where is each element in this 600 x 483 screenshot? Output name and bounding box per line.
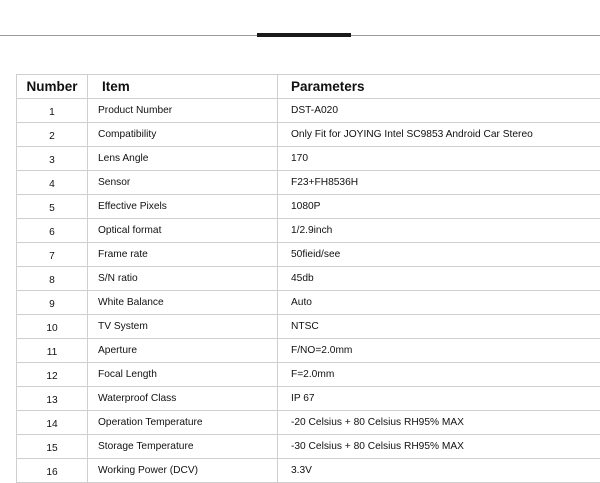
header-parameters: Parameters <box>278 75 600 99</box>
table-row <box>17 363 600 387</box>
header-item: Item <box>88 75 278 99</box>
row-parameters: 1/2.9inch <box>278 219 600 243</box>
row-item: Effective Pixels <box>88 195 278 219</box>
table-row <box>17 459 600 483</box>
row-parameters: 3.3V <box>278 459 600 483</box>
row-item: Sensor <box>88 171 278 195</box>
row-item: Product Number <box>88 99 278 123</box>
row-item: Frame rate <box>88 243 278 267</box>
top-divider-accent <box>257 33 351 37</box>
row-number: 8 <box>17 267 88 291</box>
row-item: S/N ratio <box>88 267 278 291</box>
row-number: 12 <box>17 363 88 387</box>
row-number: 11 <box>17 339 88 363</box>
row-parameters: Auto <box>278 291 600 315</box>
row-number: 4 <box>17 171 88 195</box>
table-row <box>17 147 600 171</box>
table-row <box>17 387 600 411</box>
row-item: Optical format <box>88 219 278 243</box>
row-item: Operation Temperature <box>88 411 278 435</box>
row-item: Lens Angle <box>88 147 278 171</box>
row-item: Storage Temperature <box>88 435 278 459</box>
table-row <box>17 99 600 123</box>
row-parameters: F23+FH8536H <box>278 171 600 195</box>
row-number: 7 <box>17 243 88 267</box>
table-header-row <box>17 75 600 99</box>
row-parameters: DST-A020 <box>278 99 600 123</box>
table-row <box>17 171 600 195</box>
table-body <box>17 99 600 483</box>
row-number: 13 <box>17 387 88 411</box>
row-item: Working Power (DCV) <box>88 459 278 483</box>
row-number: 5 <box>17 195 88 219</box>
row-parameters: F/NO=2.0mm <box>278 339 600 363</box>
row-parameters: Only Fit for JOYING Intel SC9853 Android Car Stereo <box>278 123 600 147</box>
table-row <box>17 411 600 435</box>
table-row <box>17 267 600 291</box>
table-row <box>17 339 600 363</box>
row-item: Waterproof Class <box>88 387 278 411</box>
header-number: Number <box>17 75 88 99</box>
row-parameters: 50fieid/see <box>278 243 600 267</box>
table-row <box>17 315 600 339</box>
row-parameters: 170 <box>278 147 600 171</box>
table-row <box>17 195 600 219</box>
table-row <box>17 243 600 267</box>
row-parameters: F=2.0mm <box>278 363 600 387</box>
table-row <box>17 291 600 315</box>
row-number: 14 <box>17 411 88 435</box>
row-item: TV System <box>88 315 278 339</box>
row-item: White Balance <box>88 291 278 315</box>
row-number: 1 <box>17 99 88 123</box>
row-number: 10 <box>17 315 88 339</box>
table-row <box>17 123 600 147</box>
row-item: Aperture <box>88 339 278 363</box>
row-number: 6 <box>17 219 88 243</box>
row-parameters: IP 67 <box>278 387 600 411</box>
row-number: 3 <box>17 147 88 171</box>
row-number: 16 <box>17 459 88 483</box>
row-number: 15 <box>17 435 88 459</box>
row-parameters: 1080P <box>278 195 600 219</box>
row-item: Compatibility <box>88 123 278 147</box>
row-parameters: -20 Celsius + 80 Celsius RH95% MAX <box>278 411 600 435</box>
row-parameters: 45db <box>278 267 600 291</box>
row-number: 9 <box>17 291 88 315</box>
table-row <box>17 435 600 459</box>
row-parameters: NTSC <box>278 315 600 339</box>
row-item: Focal Length <box>88 363 278 387</box>
spec-table <box>16 74 600 483</box>
table-row <box>17 219 600 243</box>
row-parameters: -30 Celsius + 80 Celsius RH95% MAX <box>278 435 600 459</box>
row-number: 2 <box>17 123 88 147</box>
